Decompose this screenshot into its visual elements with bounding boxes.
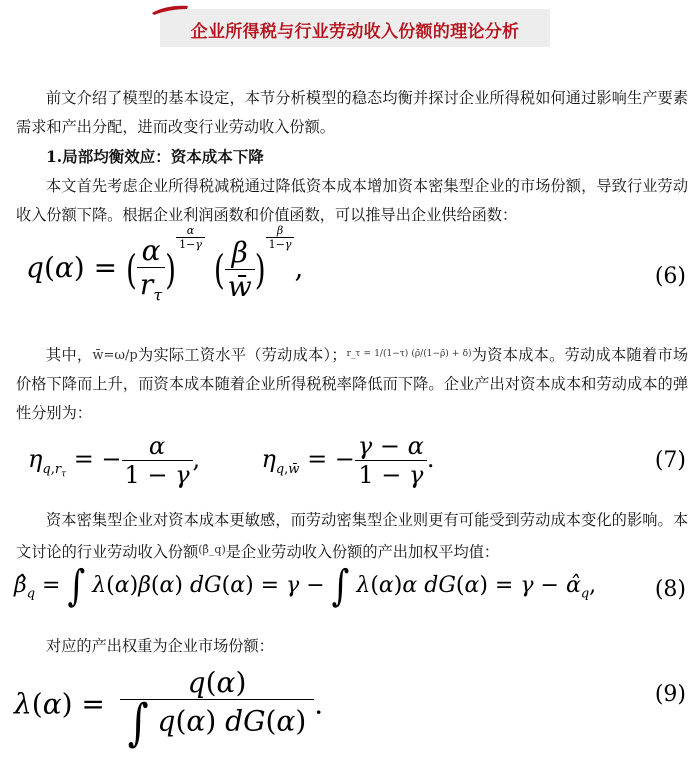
paragraph-output-weight: 对应的产出权重为企业市场份额： <box>46 637 274 655</box>
equation-7-number: (7) <box>654 448 686 473</box>
inline-math-capital-cost: r_τ = 1/(1−τ) (ρ̄/(1−ρ̄) + δ) <box>346 349 472 359</box>
paragraph-cost-definitions <box>16 340 688 428</box>
equation-8: $\betâ_q$ = ∫ λ(α)β(α) dG(α) = γ − ∫ λ(α)α $dG(\alpha) = \gamma - \alphâ_q$, <box>14 561 597 611</box>
paragraph-cost-mid: 为实际工资水平（劳动成本）； <box>137 346 347 364</box>
equation-9-number: (9) <box>654 682 686 707</box>
subsection-heading <box>46 144 264 170</box>
paragraph-intro: 前文介绍了模型的基本设定，本节分析模型的稳态均衡并探讨企业所得税如何通过影响生产要素需求和产出分配，进而改变行业劳动收入份额。 <box>16 89 688 136</box>
section-title: 企业所得税与行业劳动收入份额的理论分析 <box>190 22 520 42</box>
brush-stroke-decoration <box>150 4 190 16</box>
inline-math-labor-share: (β̂_q) <box>198 543 226 556</box>
subsection-number: 1. <box>46 147 63 166</box>
equation-7: $\eta_{q,r_\tau}$ = − $\frac{\alpha}{1 - \gamma}$ , $\eta_{q,w̄}$ = − $\frac{\gamma - \alpha}{1 - \gamma}$ . <box>28 432 435 489</box>
paragraph-supply-intro: 本文首先考虑企业所得税减税通过降低资本成本增加资本密集型企业的市场份额，导致行业劳动收入份额下降。根据企业利润函数和价值函数，可以推导出企业供给函数： <box>16 177 688 224</box>
paragraph-labor-share-tail: 是企业劳动收入份额的产出加权平均值： <box>225 543 500 561</box>
inline-math-real-wage: w̄=ω/p <box>92 348 138 363</box>
subsection-heading-text: 局部均衡效应：资本成本下降 <box>62 148 264 166</box>
paragraph-labor-share-lead: 资本密集型企业对资本成本更敏感，而劳动密集型企业则更有可能受到劳动成本变化的影响。本文讨论的行业劳动收入份额 <box>16 511 688 561</box>
equation-6-number: (6) <box>654 264 686 289</box>
equation-6: q(α) = ( $\frac{\alpha}{r_\tau}$ ) $^{\frac{\alpha}{1-\gamma}}$ ( $\frac{\beta}{w̄}$ ) $^{\frac{\beta}{1-\gamma}}$ , <box>26 224 304 305</box>
paragraph-labor-share <box>16 506 688 567</box>
equation-9: λ(α) = $\frac{q(\alpha)}{\int q(\alpha) dG(\alpha)}$ . <box>14 666 324 752</box>
paragraph-cost-lead: 其中， <box>46 346 93 364</box>
paragraph-cost-tail: 为资本成本。劳动成本随着市场价格下降而上升，而资本成本随着企业所得税税率降低而下降。企业产出对资本成本和劳动成本的弹性分别为： <box>16 346 689 422</box>
equation-8-number: (8) <box>654 577 686 602</box>
section-title-bar <box>160 9 550 47</box>
